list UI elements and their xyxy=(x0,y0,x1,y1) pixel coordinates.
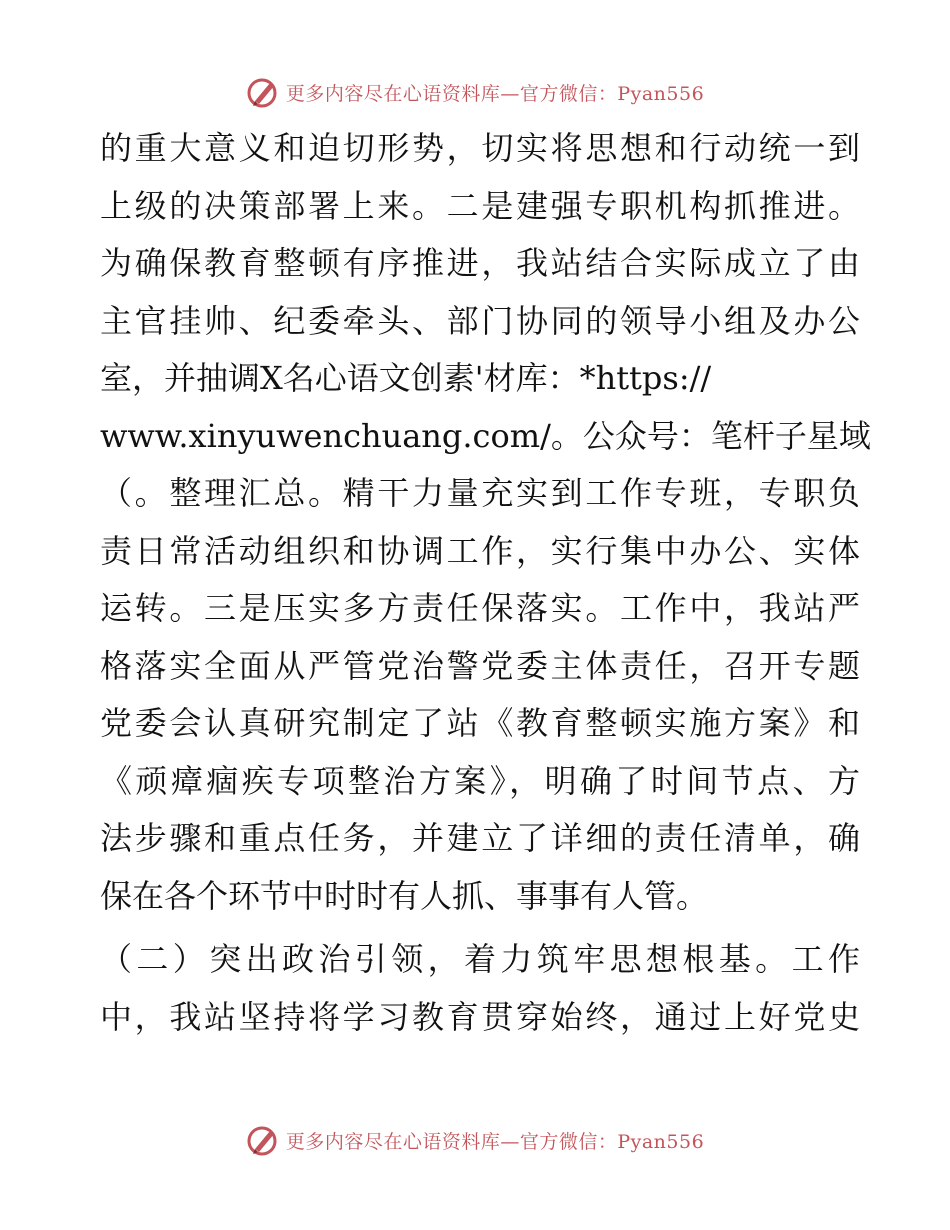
watermark-text: 更多内容尽在心语资料库—官方微信：Pyan556 xyxy=(285,1130,705,1153)
text-line: 党委会认真研究制定了站《教育整顿实施方案》和 xyxy=(100,704,860,742)
text-line: 《顽瘴痼疾专项整治方案》，明确了时间节点、方 xyxy=(100,761,860,800)
footer-watermark xyxy=(0,1120,950,1160)
text-line: 上级的决策部署上来。二是建强专职机构抓推进。 xyxy=(100,186,860,225)
pen-logo-icon xyxy=(246,75,280,109)
text-line: 责日常活动组织和协调工作，实行集中办公、实体 xyxy=(100,531,860,570)
text-line: 格落实全面从严管党治警党委主体责任，召开专题 xyxy=(100,646,860,685)
text-line: 室，并抽调X名心语文创素'材库：*https:// xyxy=(100,359,712,397)
text-line: 的重大意义和迫切形势，切实将思想和行动统一到 xyxy=(100,129,860,167)
text-line: （二）突出政治引领，着力筑牢思想根基。工作 xyxy=(100,940,860,978)
text-line: 主官挂帅、纪委牵头、部门协同的领导小组及办公 xyxy=(100,301,860,340)
text-line: 中，我站坚持将学习教育贯穿始终，通过上好党史 xyxy=(100,997,860,1036)
text-line: （。整理汇总。精干力量充实到工作专班，专职负 xyxy=(100,474,860,512)
text-line: 法步骤和重点任务，并建立了详细的责任清单，确 xyxy=(100,819,860,857)
text-line: 保在各个环节中时时有人抓、事事有人管。 xyxy=(100,876,709,915)
document-body xyxy=(100,120,871,1046)
header-watermark xyxy=(0,72,950,112)
watermark-text: 更多内容尽在心语资料库—官方微信：Pyan556 xyxy=(285,82,705,105)
text-line: 为确保教育整顿有序推进，我站结合实际成立了由 xyxy=(100,244,860,282)
pen-logo-icon xyxy=(246,1123,280,1157)
text-line: www.xinyuwenchuang.com/。公众号：笔杆子星域 xyxy=(100,416,871,455)
text-line: 运转。三是压实多方责任保落实。工作中，我站严 xyxy=(100,589,860,627)
